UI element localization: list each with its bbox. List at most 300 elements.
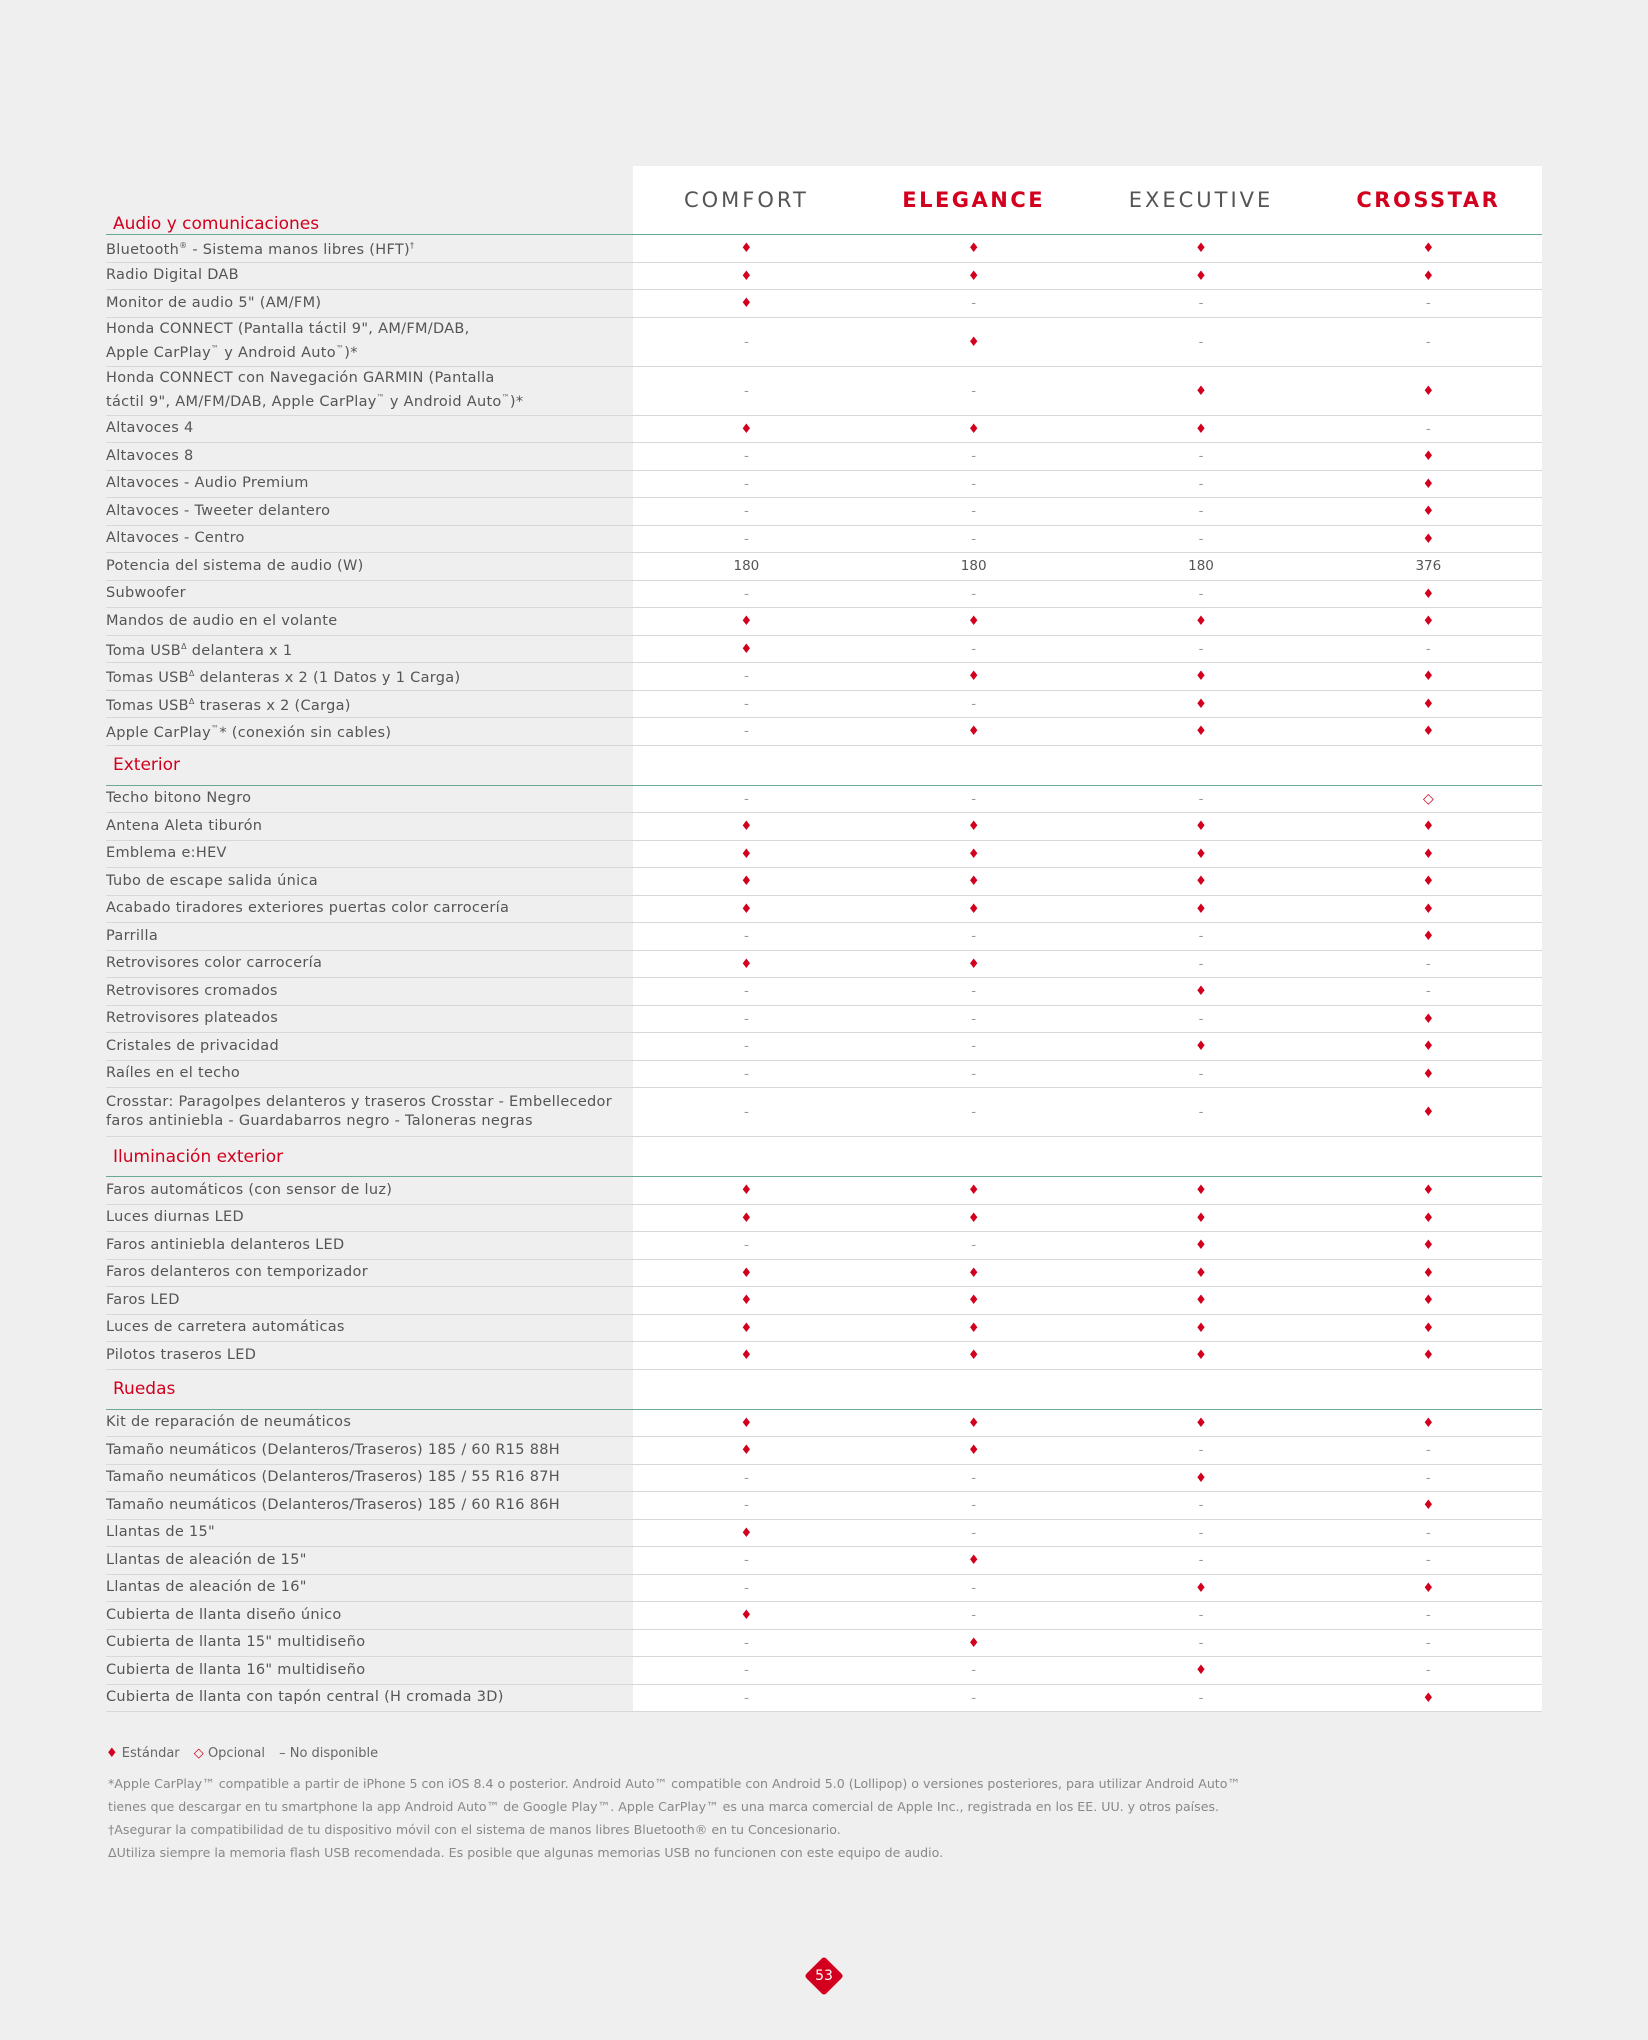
value-cell-crosstar <box>1315 1657 1542 1685</box>
value-cell-executive <box>1087 290 1314 318</box>
table-row <box>106 1033 1542 1061</box>
value-cell-comfort <box>633 1033 860 1061</box>
feature-label: Altavoces 8 <box>106 443 633 471</box>
dash-icon: - <box>1198 1442 1204 1459</box>
value-cell-crosstar <box>1315 525 1542 553</box>
feature-label: Potencia del sistema de audio (W) <box>106 553 633 581</box>
standard-diamond-icon: ♦ <box>1422 1105 1435 1120</box>
section-spacer-cell <box>1315 1137 1542 1177</box>
feature-label: Mandos de audio en el volante <box>106 608 633 636</box>
section-title: Audio y comunicaciones <box>113 214 320 234</box>
section-title: Ruedas <box>113 1379 176 1399</box>
model-header-executive: EXECUTIVE <box>1087 166 1314 235</box>
dash-icon: - <box>743 503 749 520</box>
value-cell-executive <box>1087 1657 1314 1685</box>
dash-icon: - <box>971 983 977 1000</box>
value-cell-comfort <box>633 1342 860 1370</box>
footnote-bluetooth: †Asegurar la compatibilidad de tu dispositivo móvil con el sistema de manos libres Bluetooth® en tu Concesionario. <box>108 1822 841 1837</box>
standard-diamond-icon: ♦ <box>740 874 753 890</box>
feature-label: Honda CONNECT (Pantalla táctil 9", AM/FM/DAB, Apple CarPlay™ y Android Auto™)* <box>106 317 633 366</box>
value-cell-comfort <box>633 1088 860 1137</box>
value-cell-executive <box>1087 262 1314 290</box>
dash-icon: - <box>971 1497 977 1514</box>
section-spacer-cell <box>633 1137 860 1177</box>
feature-label: Tamaño neumáticos (Delanteros/Traseros) 185 / 55 R16 87H <box>106 1464 633 1492</box>
standard-diamond-icon: ♦ <box>967 241 980 257</box>
value-cell-comfort <box>633 635 860 663</box>
footnotes <box>108 1772 1308 1864</box>
value-cell-comfort <box>633 1314 860 1342</box>
value-cell-elegance <box>860 1519 1087 1547</box>
feature-label: Tamaño neumáticos (Delanteros/Traseros) 185 / 60 R15 88H <box>106 1437 633 1465</box>
value-cell-crosstar <box>1315 1033 1542 1061</box>
table-row <box>106 840 1542 868</box>
value-cell-comfort <box>633 1437 860 1465</box>
footnote-carplay-2: tienes que descargar en tu smartphone la app Android Auto™ de Google Play™. Apple CarPlay™ es una marca comercial de Apple Inc., registrada en los EE. UU. y otros países. <box>108 1799 1220 1814</box>
table-row <box>106 553 1542 581</box>
value-text: 376 <box>1415 558 1442 575</box>
feature-label: Llantas de aleación de 16" <box>106 1574 633 1602</box>
table-row <box>106 923 1542 951</box>
dash-icon: - <box>743 448 749 465</box>
dash-icon: - <box>743 1237 749 1254</box>
standard-diamond-icon: ♦ <box>967 1635 980 1651</box>
standard-diamond-icon: ♦ <box>1422 1265 1435 1281</box>
standard-diamond-icon: ♦ <box>1195 846 1207 862</box>
value-cell-elegance <box>860 813 1087 841</box>
value-cell-comfort <box>633 1259 860 1287</box>
value-cell-elegance <box>860 580 1087 608</box>
standard-diamond-icon: ♦ <box>1422 504 1435 520</box>
feature-label: Cristales de privacidad <box>106 1033 633 1061</box>
table-row <box>106 1464 1542 1492</box>
value-cell-elegance <box>860 366 1087 415</box>
value-cell-executive <box>1087 978 1314 1006</box>
feature-label: Techo bitono Negro <box>106 785 633 813</box>
value-cell-elegance <box>860 690 1087 718</box>
value-cell-crosstar <box>1315 1060 1542 1088</box>
standard-diamond-icon: ♦ <box>1422 1348 1435 1364</box>
value-cell-executive <box>1087 718 1314 746</box>
value-cell-crosstar <box>1315 950 1542 978</box>
value-cell-executive <box>1087 1204 1314 1232</box>
section-spacer-cell <box>1315 1369 1542 1409</box>
value-cell-crosstar <box>1315 1314 1542 1342</box>
dash-icon: - <box>743 1010 749 1027</box>
feature-label: Faros delanteros con temporizador <box>106 1259 633 1287</box>
standard-diamond-icon: ♦ <box>1195 874 1207 890</box>
dash-icon: - <box>1198 928 1204 945</box>
value-cell-crosstar <box>1315 1409 1542 1437</box>
value-cell-executive <box>1087 443 1314 471</box>
standard-diamond-icon: ♦ <box>740 1443 753 1459</box>
table-row <box>106 1177 1542 1205</box>
value-cell-comfort <box>633 525 860 553</box>
dash-icon: - <box>1425 1524 1431 1541</box>
value-cell-elegance <box>860 415 1087 443</box>
section-spacer-cell <box>633 745 860 785</box>
dash-icon: - <box>971 1065 977 1082</box>
value-cell-executive <box>1087 1287 1314 1315</box>
table-row <box>106 1684 1542 1712</box>
table-row <box>106 317 1542 366</box>
value-cell-executive <box>1087 1437 1314 1465</box>
table-row <box>106 1629 1542 1657</box>
value-cell-comfort <box>633 1232 860 1260</box>
value-cell-comfort <box>633 718 860 746</box>
dash-icon: - <box>743 1104 749 1120</box>
value-cell-elegance <box>860 608 1087 636</box>
value-cell-crosstar <box>1315 290 1542 318</box>
dash-icon: - <box>743 790 749 807</box>
standard-diamond-icon: ♦ <box>740 1183 753 1199</box>
value-cell-crosstar <box>1315 1232 1542 1260</box>
table-row <box>106 718 1542 746</box>
value-cell-comfort <box>633 1519 860 1547</box>
standard-diamond-icon: ♦ <box>106 1746 118 1761</box>
value-cell-elegance <box>860 978 1087 1006</box>
table-row <box>106 1657 1542 1685</box>
value-cell-crosstar <box>1315 1519 1542 1547</box>
dash-icon: - <box>971 382 977 399</box>
table-row <box>106 1342 1542 1370</box>
dash-icon: - <box>743 333 749 350</box>
standard-diamond-icon: ♦ <box>1195 1470 1207 1486</box>
section-spacer-cell <box>633 1369 860 1409</box>
value-cell-elegance <box>860 262 1087 290</box>
value-cell-elegance <box>860 1232 1087 1260</box>
standard-diamond-icon: ♦ <box>740 1608 753 1624</box>
value-cell-crosstar <box>1315 443 1542 471</box>
standard-diamond-icon: ♦ <box>740 1525 753 1541</box>
value-cell-comfort <box>633 1409 860 1437</box>
value-cell-crosstar <box>1315 262 1542 290</box>
feature-label: Pilotos traseros LED <box>106 1342 633 1370</box>
table-row <box>106 1287 1542 1315</box>
table-row <box>106 235 1542 263</box>
standard-diamond-icon: ♦ <box>1422 1690 1435 1706</box>
feature-label: Retrovisores color carrocería <box>106 950 633 978</box>
standard-diamond-icon: ♦ <box>740 421 753 437</box>
value-cell-comfort <box>633 923 860 951</box>
legend-not-available <box>279 1746 378 1761</box>
table-row <box>106 1088 1542 1137</box>
value-cell-executive <box>1087 317 1314 366</box>
standard-diamond-icon: ♦ <box>1195 901 1207 917</box>
value-cell-elegance <box>860 785 1087 813</box>
dash-icon: - <box>971 295 977 312</box>
dash-icon: - <box>971 790 977 807</box>
dash-icon: - <box>971 1524 977 1541</box>
value-cell-crosstar <box>1315 317 1542 366</box>
table-row <box>106 580 1542 608</box>
section-heading-exterior <box>106 745 633 785</box>
standard-diamond-icon: ♦ <box>967 1210 980 1226</box>
standard-diamond-icon: ♦ <box>1422 1066 1435 1082</box>
value-cell-executive <box>1087 1547 1314 1575</box>
value-cell-comfort <box>633 1204 860 1232</box>
dash-icon: - <box>1425 983 1431 1000</box>
standard-diamond-icon: ♦ <box>1195 1238 1207 1254</box>
dash-icon: - <box>971 1579 977 1596</box>
standard-diamond-icon: ♦ <box>967 268 980 284</box>
value-cell-crosstar <box>1315 1177 1542 1205</box>
value-cell-comfort <box>633 608 860 636</box>
standard-diamond-icon: ♦ <box>1195 1320 1207 1336</box>
value-cell-comfort <box>633 290 860 318</box>
table-row <box>106 1259 1542 1287</box>
table-row <box>106 1437 1542 1465</box>
dash-icon: - <box>743 1579 749 1596</box>
dash-icon: - <box>971 585 977 602</box>
table-row <box>106 1232 1542 1260</box>
value-cell-crosstar <box>1315 1287 1542 1315</box>
standard-diamond-icon: ♦ <box>967 334 980 350</box>
standard-diamond-icon: ♦ <box>1422 268 1435 284</box>
value-cell-crosstar <box>1315 868 1542 896</box>
feature-label: Altavoces - Tweeter delantero <box>106 498 633 526</box>
standard-diamond-icon: ♦ <box>967 901 980 917</box>
value-cell-executive <box>1087 608 1314 636</box>
standard-diamond-icon: ♦ <box>1195 1415 1207 1431</box>
standard-diamond-icon: ♦ <box>1422 449 1435 465</box>
value-cell-elegance <box>860 718 1087 746</box>
feature-label: Tomas $USB^\Delta$ traseras x 2 (Carga) <box>106 690 633 718</box>
value-cell-elegance <box>860 553 1087 581</box>
value-cell-comfort <box>633 470 860 498</box>
value-cell-elegance <box>860 868 1087 896</box>
spec-table <box>106 166 1542 1712</box>
standard-diamond-icon: ♦ <box>740 296 753 312</box>
section-spacer-cell <box>1087 1137 1314 1177</box>
legend-standard-label: Estándar <box>121 1746 180 1761</box>
standard-diamond-icon: ♦ <box>1422 1415 1435 1431</box>
value-cell-crosstar <box>1315 840 1542 868</box>
value-cell-comfort <box>633 317 860 366</box>
dash-icon: - <box>971 1662 977 1679</box>
optional-diamond-icon: ◇ <box>193 1746 204 1761</box>
value-cell-crosstar <box>1315 1342 1542 1370</box>
dash-icon: - <box>743 695 749 712</box>
standard-diamond-icon: ♦ <box>1422 669 1435 685</box>
value-cell-crosstar <box>1315 235 1542 263</box>
standard-diamond-icon: ♦ <box>1195 819 1207 835</box>
feature-label: Toma $USB^\Delta$ delantera x 1 <box>106 635 633 663</box>
value-cell-elegance <box>860 840 1087 868</box>
dash-icon: - <box>971 1104 977 1120</box>
standard-diamond-icon: ♦ <box>1195 984 1207 1000</box>
value-cell-executive <box>1087 1492 1314 1520</box>
standard-diamond-icon: ♦ <box>967 819 980 835</box>
standard-diamond-icon: ♦ <box>740 956 753 972</box>
standard-diamond-icon: ♦ <box>1422 1210 1435 1226</box>
section-row <box>106 745 1542 785</box>
value-cell-executive <box>1087 923 1314 951</box>
legend-standard <box>106 1746 180 1761</box>
value-cell-elegance <box>860 1629 1087 1657</box>
legend-not-available-label: No disponible <box>289 1746 379 1761</box>
value-cell-crosstar <box>1315 923 1542 951</box>
standard-diamond-icon: ♦ <box>1422 586 1435 602</box>
value-cell-executive <box>1087 690 1314 718</box>
feature-label: Cubierta de llanta 16" multidiseño <box>106 1657 633 1685</box>
feature-label: Bluetooth® - Sistema manos libres (HFT)† <box>106 235 633 263</box>
dash-icon: - <box>1198 1497 1204 1514</box>
value-cell-elegance <box>860 290 1087 318</box>
value-cell-elegance <box>860 470 1087 498</box>
standard-diamond-icon: ♦ <box>1195 241 1207 257</box>
value-cell-crosstar <box>1315 978 1542 1006</box>
dash-icon: - <box>971 928 977 945</box>
table-row <box>106 663 1542 691</box>
table-row <box>106 635 1542 663</box>
value-cell-comfort <box>633 498 860 526</box>
standard-diamond-icon: ♦ <box>1422 1580 1435 1596</box>
value-cell-elegance <box>860 1574 1087 1602</box>
value-cell-crosstar <box>1315 635 1542 663</box>
dash-icon: - <box>971 475 977 492</box>
value-cell-comfort <box>633 895 860 923</box>
value-cell-crosstar <box>1315 1204 1542 1232</box>
value-cell-comfort <box>633 415 860 443</box>
feature-label: Subwoofer <box>106 580 633 608</box>
standard-diamond-icon: ♦ <box>1195 1348 1207 1364</box>
table-row <box>106 1204 1542 1232</box>
standard-diamond-icon: ♦ <box>740 268 753 284</box>
standard-diamond-icon: ♦ <box>740 819 753 835</box>
value-cell-executive <box>1087 1259 1314 1287</box>
value-cell-comfort <box>633 663 860 691</box>
table-row <box>106 525 1542 553</box>
dash-icon: - <box>1198 1524 1204 1541</box>
section-spacer-cell <box>860 1369 1087 1409</box>
value-cell-elegance <box>860 1547 1087 1575</box>
section-spacer-cell <box>1087 1369 1314 1409</box>
feature-label: Llantas de aleación de 15" <box>106 1547 633 1575</box>
dash-icon: - <box>743 1634 749 1651</box>
feature-label: Faros automáticos (con sensor de luz) <box>106 1177 633 1205</box>
feature-label: Raíles en el techo <box>106 1060 633 1088</box>
standard-diamond-icon: ♦ <box>740 241 753 257</box>
standard-diamond-icon: ♦ <box>1422 819 1435 835</box>
value-cell-executive <box>1087 1409 1314 1437</box>
value-cell-crosstar <box>1315 1574 1542 1602</box>
value-cell-crosstar <box>1315 553 1542 581</box>
section-spacer-cell <box>1315 745 1542 785</box>
dash-icon: - <box>1198 333 1204 350</box>
page-number: 53 <box>815 1968 833 1984</box>
value-cell-executive <box>1087 1684 1314 1712</box>
value-cell-executive <box>1087 1005 1314 1033</box>
value-cell-executive <box>1087 580 1314 608</box>
section-spacer-cell <box>860 745 1087 785</box>
value-cell-executive <box>1087 840 1314 868</box>
standard-diamond-icon: ♦ <box>967 956 980 972</box>
dash-icon: - <box>1425 295 1431 312</box>
standard-diamond-icon: ♦ <box>740 846 753 862</box>
value-cell-comfort <box>633 1684 860 1712</box>
table-row <box>106 470 1542 498</box>
feature-label: Altavoces 4 <box>106 415 633 443</box>
table-row <box>106 366 1542 415</box>
value-cell-executive <box>1087 415 1314 443</box>
value-cell-comfort <box>633 950 860 978</box>
standard-diamond-icon: ♦ <box>1422 383 1435 399</box>
value-cell-elegance <box>860 235 1087 263</box>
value-cell-crosstar <box>1315 1547 1542 1575</box>
dash-icon: - <box>1198 640 1204 657</box>
dash-icon: - <box>1198 955 1204 972</box>
value-cell-elegance <box>860 1409 1087 1437</box>
dash-icon: - <box>971 1010 977 1027</box>
standard-diamond-icon: ♦ <box>1195 421 1207 437</box>
value-cell-executive <box>1087 1232 1314 1260</box>
value-cell-executive <box>1087 1060 1314 1088</box>
value-cell-crosstar <box>1315 1602 1542 1630</box>
table-row <box>106 498 1542 526</box>
dash-icon: - <box>1425 333 1431 350</box>
feature-label: Acabado tiradores exteriores puertas color carrocería <box>106 895 633 923</box>
value-cell-executive <box>1087 470 1314 498</box>
value-cell-comfort <box>633 553 860 581</box>
table-row <box>106 415 1542 443</box>
value-cell-elegance <box>860 1314 1087 1342</box>
value-text: 180 <box>1188 558 1214 575</box>
value-cell-comfort <box>633 443 860 471</box>
feature-label: Cubierta de llanta diseño único <box>106 1602 633 1630</box>
dash-icon: - <box>1198 530 1204 547</box>
value-text: 180 <box>960 558 987 575</box>
dash-icon: - <box>1425 1469 1431 1486</box>
dash-icon: - <box>743 668 749 685</box>
standard-diamond-icon: ♦ <box>1195 268 1207 284</box>
dash-icon: - <box>1425 1634 1431 1651</box>
standard-diamond-icon: ♦ <box>967 1293 980 1309</box>
dash-icon: - <box>1198 1010 1204 1027</box>
feature-label: Cubierta de llanta 15" multidiseño <box>106 1629 633 1657</box>
value-cell-crosstar <box>1315 608 1542 636</box>
dash-icon: - <box>743 1552 749 1569</box>
standard-diamond-icon: ♦ <box>1195 1039 1207 1055</box>
section-spacer-cell <box>1087 745 1314 785</box>
standard-diamond-icon: ♦ <box>1422 724 1435 740</box>
value-cell-crosstar <box>1315 895 1542 923</box>
dash-icon: - <box>743 382 749 399</box>
feature-label: Tamaño neumáticos (Delanteros/Traseros) 185 / 60 R16 86H <box>106 1492 633 1520</box>
dash-icon: - <box>1198 448 1204 465</box>
value-cell-comfort <box>633 1547 860 1575</box>
standard-diamond-icon: ♦ <box>1195 1580 1207 1596</box>
model-header-elegance: ELEGANCE <box>860 166 1087 235</box>
value-cell-elegance <box>860 525 1087 553</box>
standard-diamond-icon: ♦ <box>967 874 980 890</box>
value-cell-comfort <box>633 1657 860 1685</box>
feature-label: Faros antiniebla delanteros LED <box>106 1232 633 1260</box>
value-cell-elegance <box>860 1657 1087 1685</box>
standard-diamond-icon: ♦ <box>1195 1265 1207 1281</box>
value-cell-crosstar <box>1315 663 1542 691</box>
value-cell-executive <box>1087 635 1314 663</box>
standard-diamond-icon: ♦ <box>967 1415 980 1431</box>
section-title: Iluminación exterior <box>113 1146 284 1167</box>
optional-diamond-icon: ◇ <box>1422 790 1434 807</box>
standard-diamond-icon: ♦ <box>1195 1210 1207 1226</box>
dash-icon: - <box>743 723 749 740</box>
standard-diamond-icon: ♦ <box>1195 1663 1207 1679</box>
value-cell-executive <box>1087 553 1314 581</box>
table-row <box>106 608 1542 636</box>
feature-label: Llantas de 15" <box>106 1519 633 1547</box>
